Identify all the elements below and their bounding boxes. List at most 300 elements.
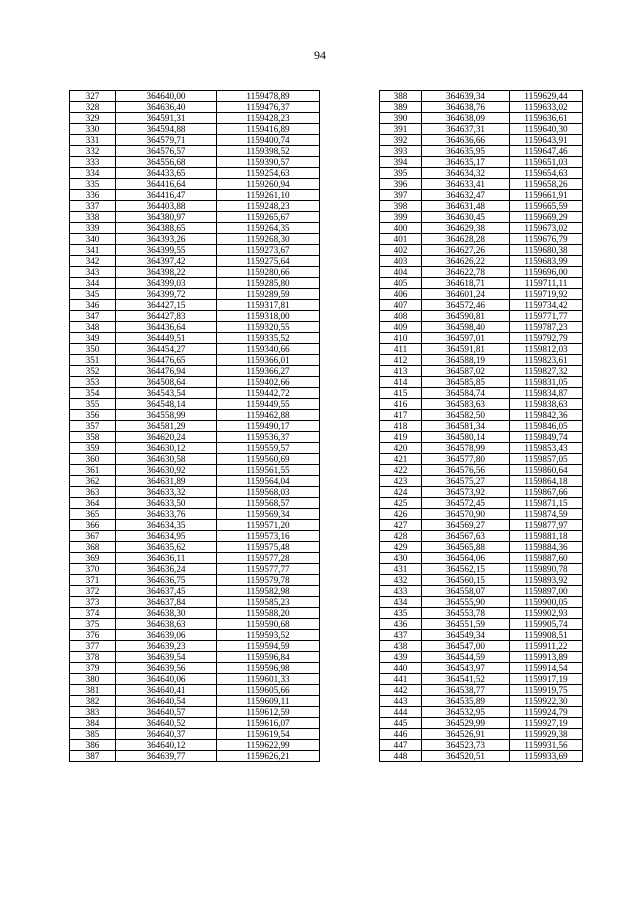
table-row	[70, 278, 320, 289]
y-coordinate-cell: 1159476,37	[217, 102, 320, 113]
point-number-cell: 337	[70, 201, 116, 212]
x-coordinate-cell: 364560,15	[422, 575, 510, 586]
x-coordinate-cell: 364587,02	[422, 366, 510, 377]
x-coordinate-cell: 364594,88	[116, 124, 217, 135]
x-coordinate-cell: 364636,11	[116, 553, 217, 564]
table-row	[70, 432, 320, 443]
y-coordinate-cell: 1159579,78	[217, 575, 320, 586]
x-coordinate-cell: 364556,68	[116, 157, 217, 168]
table-row	[380, 498, 583, 509]
table-row	[70, 608, 320, 619]
table-row	[380, 542, 583, 553]
y-coordinate-cell: 1159622,99	[217, 740, 320, 751]
y-coordinate-cell: 1159275,64	[217, 256, 320, 267]
point-number-cell: 363	[70, 487, 116, 498]
table-row	[70, 157, 320, 168]
y-coordinate-cell: 1159633,02	[510, 102, 583, 113]
point-number-cell: 390	[380, 113, 422, 124]
point-number-cell: 383	[70, 707, 116, 718]
y-coordinate-cell: 1159612,59	[217, 707, 320, 718]
y-coordinate-cell: 1159601,33	[217, 674, 320, 685]
point-number-cell: 366	[70, 520, 116, 531]
table-row	[380, 696, 583, 707]
table-row	[70, 685, 320, 696]
table-row	[70, 146, 320, 157]
table-row	[70, 729, 320, 740]
point-number-cell: 413	[380, 366, 422, 377]
x-coordinate-cell: 364526,91	[422, 729, 510, 740]
x-coordinate-cell: 364628,28	[422, 234, 510, 245]
y-coordinate-cell: 1159665,59	[510, 201, 583, 212]
y-coordinate-cell: 1159933,69	[510, 751, 583, 762]
point-number-cell: 443	[380, 696, 422, 707]
x-coordinate-cell: 364627,26	[422, 245, 510, 256]
table-row	[70, 542, 320, 553]
y-coordinate-cell: 1159588,20	[217, 608, 320, 619]
y-coordinate-cell: 1159917,19	[510, 674, 583, 685]
x-coordinate-cell: 364399,72	[116, 289, 217, 300]
x-coordinate-cell: 364572,45	[422, 498, 510, 509]
point-number-cell: 407	[380, 300, 422, 311]
y-coordinate-cell: 1159428,23	[217, 113, 320, 124]
point-number-cell: 327	[70, 91, 116, 102]
y-coordinate-cell: 1159594,59	[217, 641, 320, 652]
y-coordinate-cell: 1159905,74	[510, 619, 583, 630]
y-coordinate-cell: 1159490,17	[217, 421, 320, 432]
y-coordinate-cell: 1159261,10	[217, 190, 320, 201]
x-coordinate-cell: 364635,95	[422, 146, 510, 157]
y-coordinate-cell: 1159318,00	[217, 311, 320, 322]
point-number-cell: 403	[380, 256, 422, 267]
point-number-cell: 335	[70, 179, 116, 190]
x-coordinate-cell: 364577,80	[422, 454, 510, 465]
table-row	[380, 146, 583, 157]
x-coordinate-cell: 364454,27	[116, 344, 217, 355]
x-coordinate-cell: 364637,45	[116, 586, 217, 597]
table-row	[70, 553, 320, 564]
y-coordinate-cell: 1159573,16	[217, 531, 320, 542]
table-row	[380, 707, 583, 718]
y-coordinate-cell: 1159390,57	[217, 157, 320, 168]
y-coordinate-cell: 1159857,05	[510, 454, 583, 465]
point-number-cell: 377	[70, 641, 116, 652]
table-row	[380, 718, 583, 729]
y-coordinate-cell: 1159834,87	[510, 388, 583, 399]
point-number-cell: 447	[380, 740, 422, 751]
point-number-cell: 331	[70, 135, 116, 146]
point-number-cell: 432	[380, 575, 422, 586]
y-coordinate-cell: 1159571,20	[217, 520, 320, 531]
table-row	[380, 509, 583, 520]
y-coordinate-cell: 1159317,81	[217, 300, 320, 311]
table-row	[380, 575, 583, 586]
y-coordinate-cell: 1159273,67	[217, 245, 320, 256]
y-coordinate-cell: 1159575,48	[217, 542, 320, 553]
x-coordinate-cell: 364640,57	[116, 707, 217, 718]
table-row	[380, 740, 583, 751]
table-row	[380, 102, 583, 113]
point-number-cell: 410	[380, 333, 422, 344]
point-number-cell: 375	[70, 619, 116, 630]
x-coordinate-cell: 364573,92	[422, 487, 510, 498]
x-coordinate-cell: 364640,54	[116, 696, 217, 707]
y-coordinate-cell: 1159900,05	[510, 597, 583, 608]
table-row	[70, 718, 320, 729]
x-coordinate-cell: 364543,54	[116, 388, 217, 399]
point-number-cell: 378	[70, 652, 116, 663]
x-coordinate-cell: 364579,71	[116, 135, 217, 146]
x-coordinate-cell: 364520,51	[422, 751, 510, 762]
point-number-cell: 328	[70, 102, 116, 113]
table-row	[70, 509, 320, 520]
point-number-cell: 434	[380, 597, 422, 608]
point-number-cell: 336	[70, 190, 116, 201]
point-number-cell: 342	[70, 256, 116, 267]
x-coordinate-cell: 364591,31	[116, 113, 217, 124]
table-row	[380, 245, 583, 256]
y-coordinate-cell: 1159320,55	[217, 322, 320, 333]
y-coordinate-cell: 1159897,00	[510, 586, 583, 597]
point-number-cell: 359	[70, 443, 116, 454]
table-row	[380, 553, 583, 564]
x-coordinate-cell: 364553,78	[422, 608, 510, 619]
table-row	[70, 531, 320, 542]
point-number-cell: 395	[380, 168, 422, 179]
x-coordinate-cell: 364436,64	[116, 322, 217, 333]
x-coordinate-cell: 364640,41	[116, 685, 217, 696]
x-coordinate-cell: 364639,54	[116, 652, 217, 663]
x-coordinate-cell: 364416,64	[116, 179, 217, 190]
y-coordinate-cell: 1159449,55	[217, 399, 320, 410]
x-coordinate-cell: 364636,66	[422, 135, 510, 146]
point-number-cell: 405	[380, 278, 422, 289]
table-row	[70, 388, 320, 399]
y-coordinate-cell: 1159887,60	[510, 553, 583, 564]
table-row	[70, 267, 320, 278]
y-coordinate-cell: 1159913,89	[510, 652, 583, 663]
point-number-cell: 435	[380, 608, 422, 619]
x-coordinate-cell: 364622,78	[422, 267, 510, 278]
coordinates-table-right	[379, 90, 583, 762]
point-number-cell: 385	[70, 729, 116, 740]
y-coordinate-cell: 1159590,68	[217, 619, 320, 630]
x-coordinate-cell: 364638,09	[422, 113, 510, 124]
table-row	[70, 179, 320, 190]
table-row	[380, 322, 583, 333]
y-coordinate-cell: 1159908,51	[510, 630, 583, 641]
y-coordinate-cell: 1159400,74	[217, 135, 320, 146]
point-number-cell: 406	[380, 289, 422, 300]
x-coordinate-cell: 364558,99	[116, 410, 217, 421]
x-coordinate-cell: 364476,65	[116, 355, 217, 366]
point-number-cell: 444	[380, 707, 422, 718]
table-row	[380, 663, 583, 674]
point-number-cell: 423	[380, 476, 422, 487]
y-coordinate-cell: 1159914,54	[510, 663, 583, 674]
point-number-cell: 392	[380, 135, 422, 146]
point-number-cell: 334	[70, 168, 116, 179]
y-coordinate-cell: 1159478,89	[217, 91, 320, 102]
table-row	[380, 201, 583, 212]
x-coordinate-cell: 364476,94	[116, 366, 217, 377]
y-coordinate-cell: 1159629,44	[510, 91, 583, 102]
y-coordinate-cell: 1159846,05	[510, 421, 583, 432]
table-row	[380, 212, 583, 223]
x-coordinate-cell: 364433,65	[116, 168, 217, 179]
table-row	[380, 564, 583, 575]
y-coordinate-cell: 1159812,03	[510, 344, 583, 355]
y-coordinate-cell: 1159792,79	[510, 333, 583, 344]
x-coordinate-cell: 364535,89	[422, 696, 510, 707]
y-coordinate-cell: 1159874,59	[510, 509, 583, 520]
table-row	[380, 597, 583, 608]
point-number-cell: 409	[380, 322, 422, 333]
x-coordinate-cell: 364639,77	[116, 751, 217, 762]
point-number-cell: 414	[380, 377, 422, 388]
x-coordinate-cell: 364567,63	[422, 531, 510, 542]
y-coordinate-cell: 1159669,29	[510, 212, 583, 223]
table-row	[70, 256, 320, 267]
point-number-cell: 351	[70, 355, 116, 366]
y-coordinate-cell: 1159893,92	[510, 575, 583, 586]
x-coordinate-cell: 364633,50	[116, 498, 217, 509]
x-coordinate-cell: 364591,81	[422, 344, 510, 355]
y-coordinate-cell: 1159643,91	[510, 135, 583, 146]
table-row	[70, 355, 320, 366]
y-coordinate-cell: 1159890,78	[510, 564, 583, 575]
table-row	[70, 311, 320, 322]
table-row	[70, 300, 320, 311]
y-coordinate-cell: 1159289,59	[217, 289, 320, 300]
table-row	[70, 696, 320, 707]
point-number-cell: 401	[380, 234, 422, 245]
y-coordinate-cell: 1159568,57	[217, 498, 320, 509]
point-number-cell: 399	[380, 212, 422, 223]
x-coordinate-cell: 364393,26	[116, 234, 217, 245]
y-coordinate-cell: 1159366,27	[217, 366, 320, 377]
point-number-cell: 329	[70, 113, 116, 124]
x-coordinate-cell: 364640,52	[116, 718, 217, 729]
x-coordinate-cell: 364508,64	[116, 377, 217, 388]
point-number-cell: 445	[380, 718, 422, 729]
x-coordinate-cell: 364576,57	[116, 146, 217, 157]
table-row	[380, 278, 583, 289]
y-coordinate-cell: 1159340,66	[217, 344, 320, 355]
table-row	[380, 256, 583, 267]
y-coordinate-cell: 1159676,79	[510, 234, 583, 245]
point-number-cell: 421	[380, 454, 422, 465]
table-row	[70, 707, 320, 718]
x-coordinate-cell: 364639,06	[116, 630, 217, 641]
y-coordinate-cell: 1159927,19	[510, 718, 583, 729]
table-row	[380, 421, 583, 432]
x-coordinate-cell: 364640,37	[116, 729, 217, 740]
table-row	[70, 201, 320, 212]
y-coordinate-cell: 1159771,77	[510, 311, 583, 322]
x-coordinate-cell: 364399,03	[116, 278, 217, 289]
x-coordinate-cell: 364403,88	[116, 201, 217, 212]
table-row	[380, 366, 583, 377]
x-coordinate-cell: 364640,06	[116, 674, 217, 685]
x-coordinate-cell: 364584,74	[422, 388, 510, 399]
y-coordinate-cell: 1159787,23	[510, 322, 583, 333]
table-row	[70, 289, 320, 300]
y-coordinate-cell: 1159626,21	[217, 751, 320, 762]
x-coordinate-cell: 364564,06	[422, 553, 510, 564]
table-row	[380, 113, 583, 124]
x-coordinate-cell: 364538,77	[422, 685, 510, 696]
y-coordinate-cell: 1159877,97	[510, 520, 583, 531]
point-number-cell: 333	[70, 157, 116, 168]
point-number-cell: 397	[380, 190, 422, 201]
y-coordinate-cell: 1159605,66	[217, 685, 320, 696]
table-row	[380, 388, 583, 399]
y-coordinate-cell: 1159248,23	[217, 201, 320, 212]
table-row	[380, 399, 583, 410]
table-row	[380, 454, 583, 465]
x-coordinate-cell: 364597,01	[422, 333, 510, 344]
point-number-cell: 398	[380, 201, 422, 212]
x-coordinate-cell: 364630,92	[116, 465, 217, 476]
point-number-cell: 386	[70, 740, 116, 751]
y-coordinate-cell: 1159823,61	[510, 355, 583, 366]
x-coordinate-cell: 364634,95	[116, 531, 217, 542]
table-row	[380, 476, 583, 487]
x-coordinate-cell: 364629,38	[422, 223, 510, 234]
point-number-cell: 422	[380, 465, 422, 476]
table-row	[70, 399, 320, 410]
point-number-cell: 353	[70, 377, 116, 388]
point-number-cell: 376	[70, 630, 116, 641]
table-row	[380, 652, 583, 663]
y-coordinate-cell: 1159416,89	[217, 124, 320, 135]
point-number-cell: 441	[380, 674, 422, 685]
point-number-cell: 416	[380, 399, 422, 410]
table-row	[380, 465, 583, 476]
table-row	[70, 366, 320, 377]
table-row	[380, 157, 583, 168]
x-coordinate-cell: 364632,47	[422, 190, 510, 201]
x-coordinate-cell: 364397,42	[116, 256, 217, 267]
table-row	[380, 630, 583, 641]
x-coordinate-cell: 364562,15	[422, 564, 510, 575]
x-coordinate-cell: 364630,58	[116, 454, 217, 465]
point-number-cell: 437	[380, 630, 422, 641]
point-number-cell: 355	[70, 399, 116, 410]
table-row	[70, 476, 320, 487]
x-coordinate-cell: 364551,59	[422, 619, 510, 630]
x-coordinate-cell: 364630,45	[422, 212, 510, 223]
point-number-cell: 446	[380, 729, 422, 740]
table-row	[380, 729, 583, 740]
x-coordinate-cell: 364549,34	[422, 630, 510, 641]
y-coordinate-cell: 1159884,36	[510, 542, 583, 553]
x-coordinate-cell: 364638,63	[116, 619, 217, 630]
table-row	[70, 641, 320, 652]
x-coordinate-cell: 364544,59	[422, 652, 510, 663]
y-coordinate-cell: 1159462,88	[217, 410, 320, 421]
y-coordinate-cell: 1159398,52	[217, 146, 320, 157]
point-number-cell: 344	[70, 278, 116, 289]
point-number-cell: 394	[380, 157, 422, 168]
x-coordinate-cell: 364582,50	[422, 410, 510, 421]
point-number-cell: 358	[70, 432, 116, 443]
x-coordinate-cell: 364580,14	[422, 432, 510, 443]
point-number-cell: 387	[70, 751, 116, 762]
point-number-cell: 415	[380, 388, 422, 399]
y-coordinate-cell: 1159922,30	[510, 696, 583, 707]
y-coordinate-cell: 1159902,93	[510, 608, 583, 619]
x-coordinate-cell: 364634,35	[116, 520, 217, 531]
y-coordinate-cell: 1159577,77	[217, 564, 320, 575]
point-number-cell: 380	[70, 674, 116, 685]
y-coordinate-cell: 1159640,30	[510, 124, 583, 135]
table-row	[70, 135, 320, 146]
point-number-cell: 402	[380, 245, 422, 256]
table-row	[380, 531, 583, 542]
x-coordinate-cell: 364565,88	[422, 542, 510, 553]
x-coordinate-cell: 364639,23	[116, 641, 217, 652]
y-coordinate-cell: 1159864,18	[510, 476, 583, 487]
point-number-cell: 348	[70, 322, 116, 333]
point-number-cell: 431	[380, 564, 422, 575]
x-coordinate-cell: 364601,24	[422, 289, 510, 300]
point-number-cell: 408	[380, 311, 422, 322]
table-row	[70, 652, 320, 663]
y-coordinate-cell: 1159719,92	[510, 289, 583, 300]
x-coordinate-cell: 364576,56	[422, 465, 510, 476]
x-coordinate-cell: 364548,14	[116, 399, 217, 410]
y-coordinate-cell: 1159636,61	[510, 113, 583, 124]
table-row	[380, 608, 583, 619]
table-row	[380, 674, 583, 685]
coordinates-table-left	[69, 90, 320, 762]
x-coordinate-cell: 364529,99	[422, 718, 510, 729]
y-coordinate-cell: 1159661,91	[510, 190, 583, 201]
y-coordinate-cell: 1159596,84	[217, 652, 320, 663]
point-number-cell: 349	[70, 333, 116, 344]
point-number-cell: 384	[70, 718, 116, 729]
point-number-cell: 360	[70, 454, 116, 465]
y-coordinate-cell: 1159561,55	[217, 465, 320, 476]
table-row	[380, 410, 583, 421]
x-coordinate-cell: 364532,95	[422, 707, 510, 718]
x-coordinate-cell: 364583,63	[422, 399, 510, 410]
table-row	[380, 289, 583, 300]
table-row	[70, 498, 320, 509]
x-coordinate-cell: 364633,76	[116, 509, 217, 520]
table-row	[70, 245, 320, 256]
x-coordinate-cell: 364618,71	[422, 278, 510, 289]
table-row	[70, 223, 320, 234]
y-coordinate-cell: 1159919,75	[510, 685, 583, 696]
y-coordinate-cell: 1159536,37	[217, 432, 320, 443]
table-row	[70, 443, 320, 454]
point-number-cell: 345	[70, 289, 116, 300]
y-coordinate-cell: 1159402,66	[217, 377, 320, 388]
y-coordinate-cell: 1159683,99	[510, 256, 583, 267]
point-number-cell: 361	[70, 465, 116, 476]
table-row	[380, 300, 583, 311]
point-number-cell: 391	[380, 124, 422, 135]
point-number-cell: 332	[70, 146, 116, 157]
table-row	[380, 641, 583, 652]
point-number-cell: 420	[380, 443, 422, 454]
point-number-cell: 448	[380, 751, 422, 762]
x-coordinate-cell: 364639,34	[422, 91, 510, 102]
y-coordinate-cell: 1159673,02	[510, 223, 583, 234]
table-body-left	[70, 91, 320, 762]
